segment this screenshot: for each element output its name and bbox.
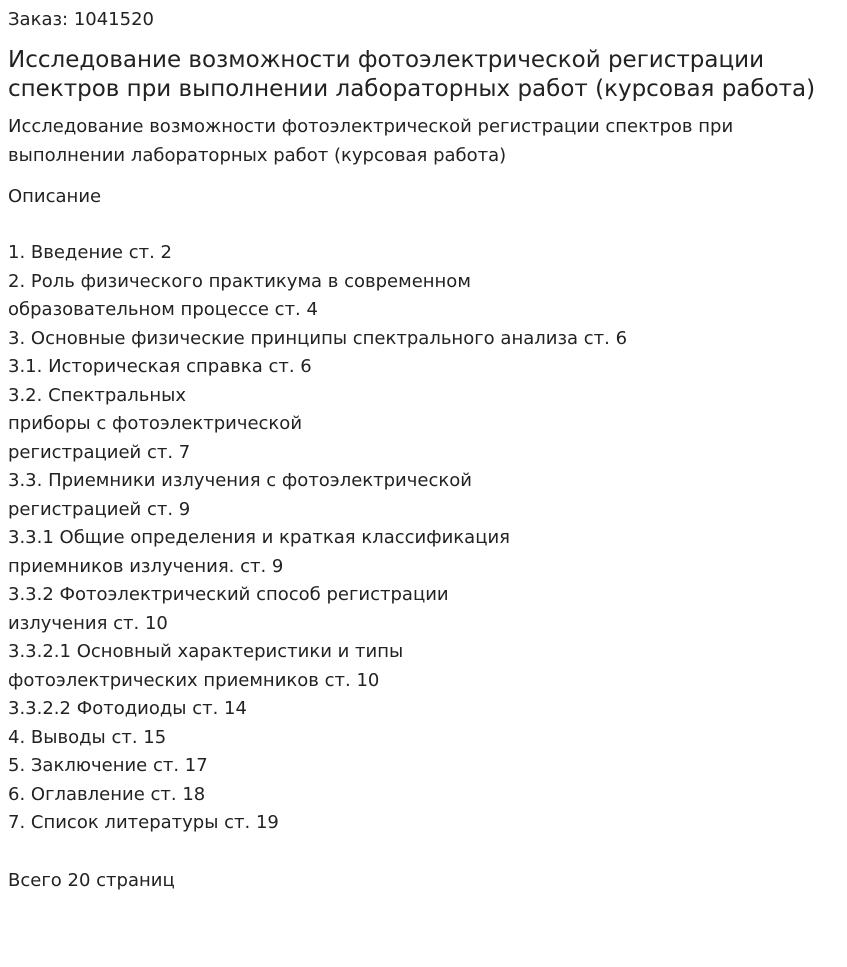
page-subtitle: Исследование возможности фотоэлектрической регистрации спектров при выполнении лабораторных работ (курсовая работа) (8, 116, 734, 166)
toc-item: 3.2. Спектральных приборы с фотоэлектрической регистрацией ст. 7 (8, 384, 303, 463)
toc-item: 3.3.1 Общие определения и краткая классификация приемников излучения. ст. 9 (8, 527, 510, 577)
toc-item: 2. Роль физического практикума в современном образовательном процессе ст. 4 (8, 270, 471, 320)
toc-item: 3.3.2.2 Фотодиоды ст. 14 (8, 698, 247, 719)
toc-item: 3.3.2.1 Основный характеристики и типы фотоэлектрических приемников ст. 10 (8, 641, 404, 691)
page-title: Исследование возможности фотоэлектрической регистрации спектров при выполнении лабораторных работ (курсовая работа) (8, 47, 816, 102)
order-number: Заказ: 1041520 (8, 9, 154, 30)
toc-item: 4. Выводы ст. 15 (8, 726, 167, 748)
total-pages: Всего 20 страниц (8, 869, 175, 891)
toc-item: 3.1. Историческая справка ст. 6 (8, 356, 312, 377)
table-of-contents (8, 239, 839, 838)
toc-item: 6. Оглавление ст. 18 (8, 783, 206, 805)
toc-item: 3.3.2 Фотоэлектрический способ регистрации излучения ст. 10 (8, 584, 449, 634)
toc-item: 1. Введение ст. 2 (8, 242, 172, 263)
toc-item: 5. Заключение ст. 17 (8, 755, 208, 776)
toc-item: 3. Основные физические принципы спектрального анализа ст. 6 (8, 327, 628, 349)
description-heading: Описание (8, 186, 102, 207)
toc-item: 3.3. Приемники излучения с фотоэлектрической регистрацией ст. 9 (8, 470, 472, 520)
toc-item: 7. Список литературы ст. 19 (8, 812, 279, 833)
